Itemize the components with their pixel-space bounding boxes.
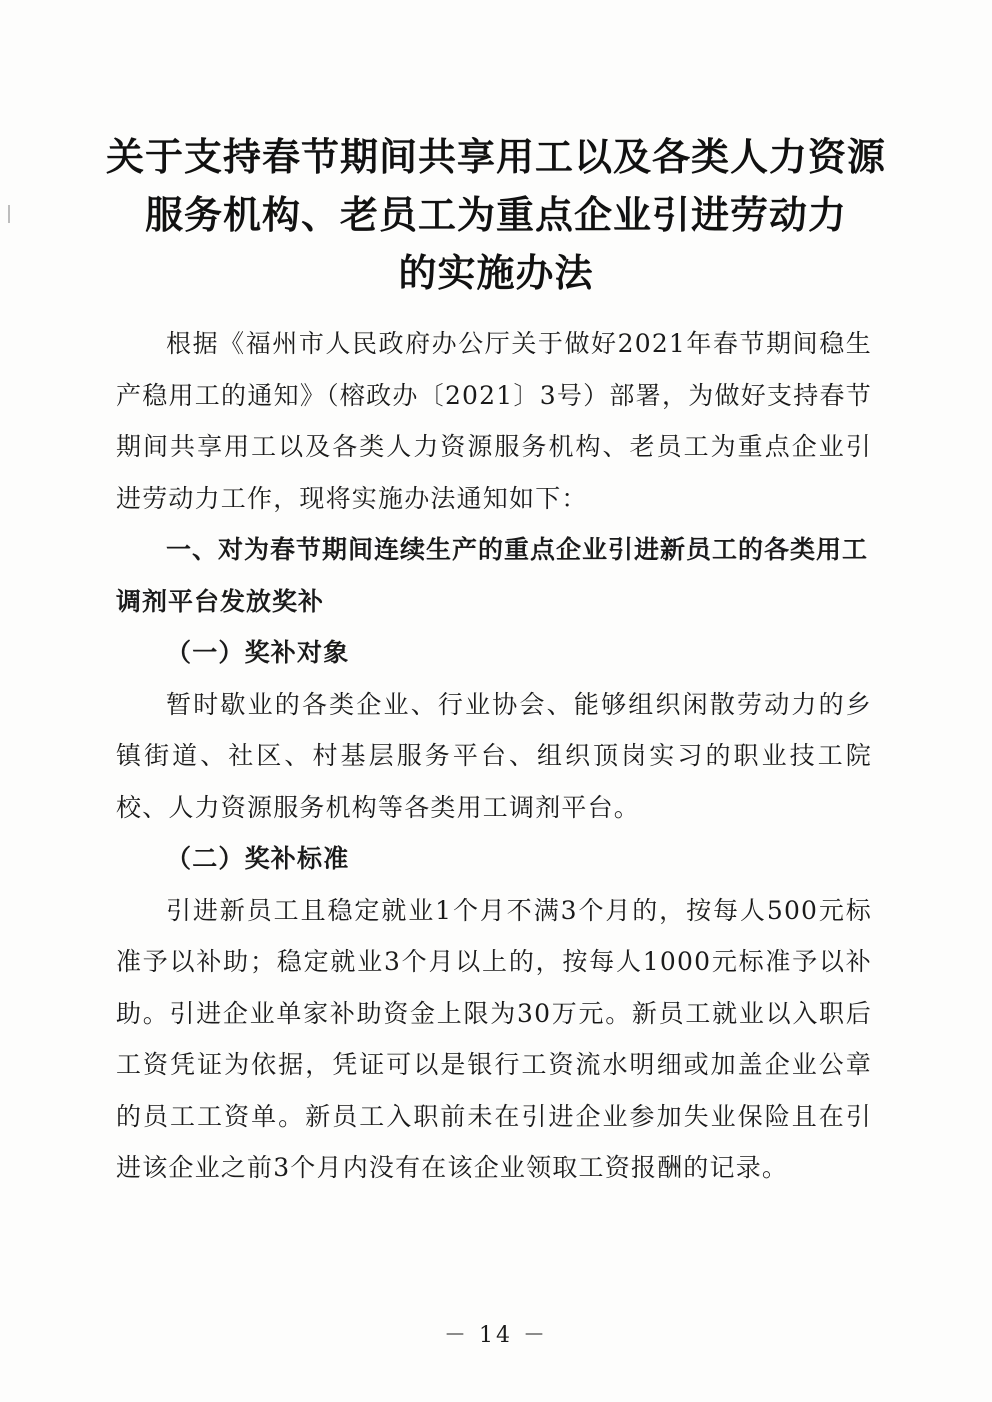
subsection-2-heading: （二）奖补标准 — [166, 844, 350, 873]
subsection-1-paragraph: 暂时歇业的各类企业、行业协会、能够组织闲散劳动力的乡镇街道、社区、村基层服务平台、组织顶岗实习的职业技工院校、人力资源服务机构等各类用工调剂平台。 — [116, 689, 872, 822]
document-body — [116, 318, 872, 1194]
section-1-heading: 一、对为春节期间连续生产的重点企业引进新员工的各类用工调剂平台发放奖补 — [116, 535, 869, 616]
title-line-2: 服务机构、老员工为重点企业引进劳动力 — [144, 193, 847, 237]
document-title — [100, 128, 892, 302]
scan-artifact-mark — [8, 205, 10, 223]
page-number: － 14 － — [444, 1323, 548, 1348]
subsection-2-paragraph: 引进新员工且稳定就业1个月不满3个月的，按每人500元标准予以补助；稳定就业3个月以上的，按每人1000元标准予以补助。引进企业单家补助资金上限为30万元。新员工就业以入职后工资凭证为依据，凭证可以是银行工资流水明细或加盖企业公章的员工工资单。新员工入职前未在引进企业参加失业保险且在引进该企业之前3个月内没有在该企业领取工资报酬的记录。 — [116, 895, 872, 1182]
title-line-1: 关于支持春节期间共享用工以及各类人力资源 — [105, 135, 886, 179]
subsection-1-heading: （一）奖补对象 — [166, 638, 350, 667]
title-line-3: 的实施办法 — [398, 251, 594, 295]
intro-paragraph: 根据《福州市人民政府办公厅关于做好2021年春节期间稳生产稳用工的通知》（榕政办〔2021〕3号）部署，为做好支持春节期间共享用工以及各类人力资源服务机构、老员工为重点企业引进劳动力工作，现将实施办法通知如下： — [116, 329, 872, 513]
